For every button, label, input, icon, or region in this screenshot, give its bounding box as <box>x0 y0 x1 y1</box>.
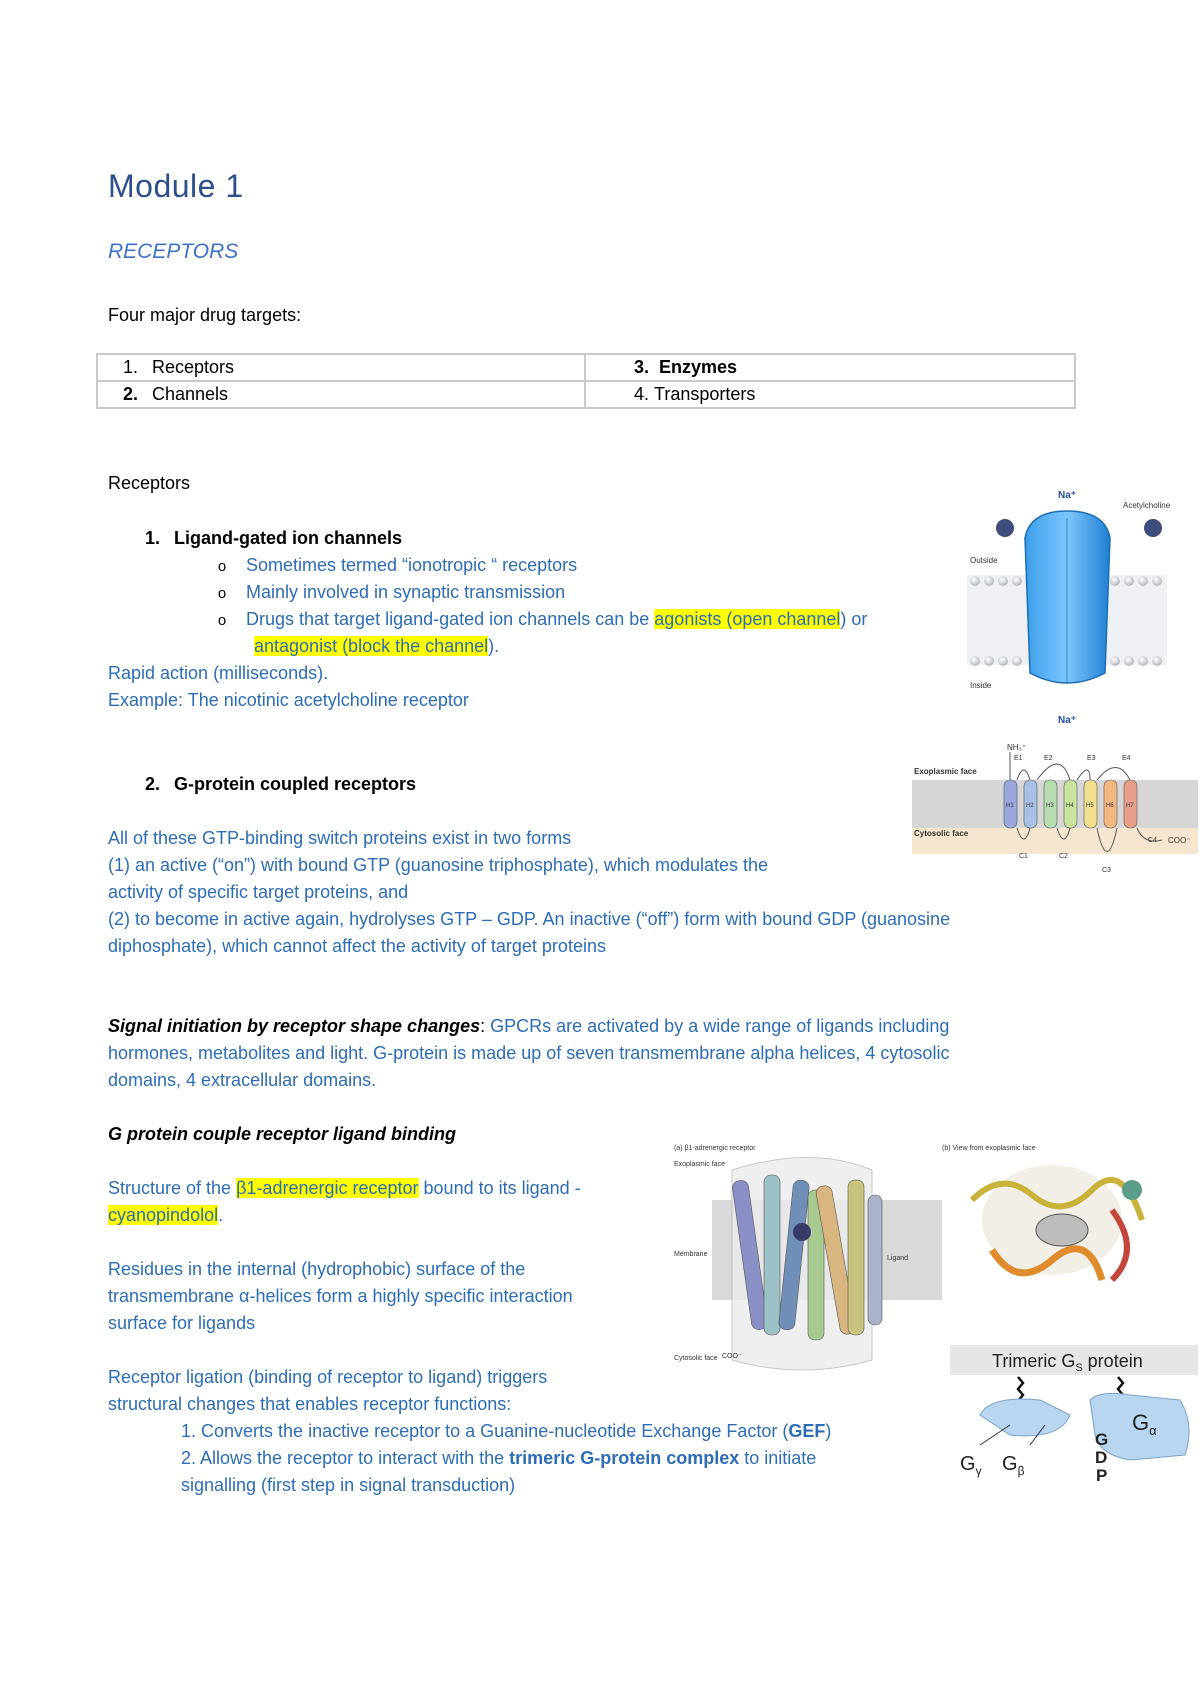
ligand-bead-icon <box>996 519 1014 537</box>
panel-b-label: (b) View from exoplasmic face <box>942 1145 1036 1152</box>
table-cell <box>97 354 585 381</box>
cooh-label: COO⁻ <box>722 1353 742 1360</box>
bold-text: GEF <box>788 1421 826 1441</box>
paragraph-line: domains, 4 extracellular domains. <box>108 1070 377 1090</box>
h-label: H5 <box>1086 803 1094 809</box>
item-number: 2. <box>144 774 160 794</box>
bullet-text: ) or <box>840 609 868 629</box>
g-letter: G <box>960 1453 976 1475</box>
highlight: agonists (open channel <box>654 609 841 629</box>
beta1-receptor-figure <box>672 1140 1197 1380</box>
c-label: C2 <box>1059 853 1068 860</box>
bullet-icon: o <box>217 558 227 575</box>
bullet-text: Drugs that target ligand-gated ion channels can be <box>246 609 655 629</box>
colon: : <box>480 1016 491 1036</box>
ligand-label: Ligand <box>887 1255 909 1262</box>
gdp-label <box>1095 1430 1108 1485</box>
trimeric-title <box>992 1351 1143 1374</box>
lgic-title: Ligand-gated ion channels <box>174 528 403 548</box>
c-label: C1 <box>1019 853 1028 860</box>
item-number: 4. <box>634 384 650 404</box>
h-label: H2 <box>1026 803 1034 809</box>
g-subscript: γ <box>975 1464 982 1478</box>
paragraph-line: All of these GTP-binding switch proteins exist in two forms <box>108 828 572 848</box>
paragraph-line: diphosphate), which cannot affect the activity of target proteins <box>108 936 606 956</box>
item-label: Channels <box>152 384 229 404</box>
gdp-letter: P <box>1096 1466 1108 1485</box>
h-label: H3 <box>1046 803 1054 809</box>
ion-channel-figure <box>955 483 1200 728</box>
signal-paragraph-line <box>108 1013 949 1040</box>
paragraph-line: Residues in the internal (hydrophobic) surface of the <box>108 1259 526 1279</box>
bullet-text: ). <box>488 636 500 656</box>
h-label: H1 <box>1006 803 1014 809</box>
item-number: 1. <box>144 528 160 548</box>
bold-text: trimeric G-protein complex <box>509 1448 740 1468</box>
inside-label: Inside <box>970 681 992 690</box>
drug-targets-table <box>96 353 1076 409</box>
table-row <box>97 354 1075 381</box>
paragraph-line: (1) an active (“on”) with bound GTP (guanosine triphosphate), which modulates the <box>108 855 769 875</box>
e-label: E2 <box>1044 755 1053 762</box>
signal-heading: Signal initiation by receptor shape changes <box>108 1016 481 1036</box>
item-label: Transporters <box>654 384 756 404</box>
title-text: protein <box>1082 1351 1143 1371</box>
table-cell <box>585 381 1075 408</box>
list-item <box>208 606 867 634</box>
title-text: Trimeric G <box>992 1351 1076 1371</box>
binding-heading: G protein couple receptor ligand binding <box>108 1124 457 1144</box>
h-label: H6 <box>1106 803 1114 809</box>
gdp-letter: D <box>1095 1448 1108 1467</box>
c-label: C3 <box>1102 867 1111 874</box>
receptors-heading: Receptors <box>108 473 191 493</box>
item-number: 1. <box>122 357 138 377</box>
nh3-label: NH₃⁺ <box>1007 743 1027 752</box>
item-label: Enzymes <box>659 357 738 377</box>
text: 1. Converts the inactive receptor to a Guanine-nucleotide Exchange Factor ( <box>181 1421 789 1441</box>
text: bound to its ligand - <box>418 1178 581 1198</box>
gpcr-title: G-protein coupled receptors <box>174 774 417 794</box>
g-subscript: β <box>1017 1464 1025 1478</box>
text: Structure of the <box>108 1178 237 1198</box>
text: 2. Allows the receptor to interact with the <box>181 1448 510 1468</box>
highlight: antagonist (block the channel <box>254 636 489 656</box>
page-title: Module 1 <box>108 168 244 204</box>
paragraph-text: GPCRs are activated by a wide range of ligands including <box>490 1016 950 1036</box>
intro-text: Four major drug targets: <box>108 305 302 325</box>
paragraph-line: activity of specific target proteins, and <box>108 882 409 902</box>
gpcr-topology-figure <box>912 740 1198 880</box>
outside-label: Outside <box>970 556 998 565</box>
section-title: RECEPTORS <box>108 240 239 263</box>
list-item <box>181 1418 831 1445</box>
g-beta-label <box>1002 1453 1025 1478</box>
list-item-continued <box>254 633 499 660</box>
paragraph-line: Receptor ligation (binding of receptor to ligand) triggers <box>108 1367 548 1387</box>
paragraph-line: (2) to become in active again, hydrolyses GTP – GDP. An inactive (“off”) form with bound GDP (guanosine <box>108 909 951 929</box>
list-item <box>181 1445 816 1472</box>
gdp-letter: G <box>1095 1430 1109 1449</box>
item-number: 2. <box>122 384 138 404</box>
h-label: H4 <box>1066 803 1074 809</box>
g-letter: G <box>1002 1453 1018 1475</box>
na-bottom-label: Na⁺ <box>1057 715 1077 726</box>
cytosolic-label: Cytosolic face <box>914 829 969 838</box>
text: to initiate <box>739 1448 817 1468</box>
gpcr-heading <box>108 771 416 798</box>
h-label: H7 <box>1126 803 1134 809</box>
ligand-bead-icon <box>1144 519 1162 537</box>
ach-label: Acetylcholine <box>1123 501 1171 510</box>
paragraph-line: hormones, metabolites and light. G-protein is made up of seven transmembrane alpha helices, 4 cytosolic <box>108 1043 950 1063</box>
list-item <box>208 552 577 580</box>
item-label: Receptors <box>152 357 235 377</box>
exoplasmic-label: Exoplasmic face <box>914 767 977 776</box>
highlight: β1-adrenergic receptor <box>236 1178 419 1198</box>
exoplasmic-label: Exoplasmic face <box>674 1161 725 1168</box>
e-label: E1 <box>1014 755 1023 762</box>
bullet-icon: o <box>217 612 227 629</box>
structure-line <box>108 1175 581 1202</box>
paragraph-line: structural changes that enables receptor functions: <box>108 1394 512 1414</box>
paragraph-line: transmembrane α-helices form a highly specific interaction <box>108 1286 573 1306</box>
panel-a-label: (a) β1-adrenergic receptor <box>674 1145 756 1152</box>
cytosolic-label: Cytosolic face <box>674 1355 718 1362</box>
rapid-action-text: Rapid action (milliseconds). <box>108 663 329 683</box>
title-subscript: S <box>1075 1362 1083 1374</box>
e-label: E3 <box>1087 755 1096 762</box>
list-item <box>208 579 565 607</box>
bullet-text: Sometimes termed “ionotropic “ receptors <box>246 555 578 575</box>
g-gamma-beta-shape <box>980 1399 1070 1436</box>
na-top-label: Na⁺ <box>1057 490 1077 501</box>
item-number: 3. <box>634 357 650 377</box>
e-label: E4 <box>1122 755 1131 762</box>
paragraph-line: surface for ligands <box>108 1313 256 1333</box>
top-view-structure <box>972 1165 1142 1280</box>
list-item-continued: signalling (first step in signal transduction) <box>181 1475 516 1495</box>
bullet-icon: o <box>217 585 227 602</box>
g-letter: G <box>1132 1410 1150 1435</box>
text: ) <box>825 1421 832 1441</box>
table-row <box>97 381 1075 408</box>
bullet-text: Mainly involved in synaptic transmission <box>246 582 566 602</box>
highlight: cyanopindolol <box>108 1205 219 1225</box>
example-text: Example: The nicotinic acetylcholine receptor <box>108 690 469 710</box>
table-cell <box>97 381 585 408</box>
lgic-heading <box>108 525 402 552</box>
structure-line <box>108 1202 223 1229</box>
membrane-label: Membrane <box>674 1251 708 1258</box>
g-gamma-label <box>960 1453 982 1478</box>
c-label: C4 <box>1148 837 1157 844</box>
cooh-label: COO⁻ <box>1168 836 1191 845</box>
trimeric-gs-protein-figure <box>950 1345 1198 1490</box>
text: . <box>218 1205 224 1225</box>
table-cell <box>585 354 1075 381</box>
g-subscript: α <box>1149 1423 1157 1438</box>
